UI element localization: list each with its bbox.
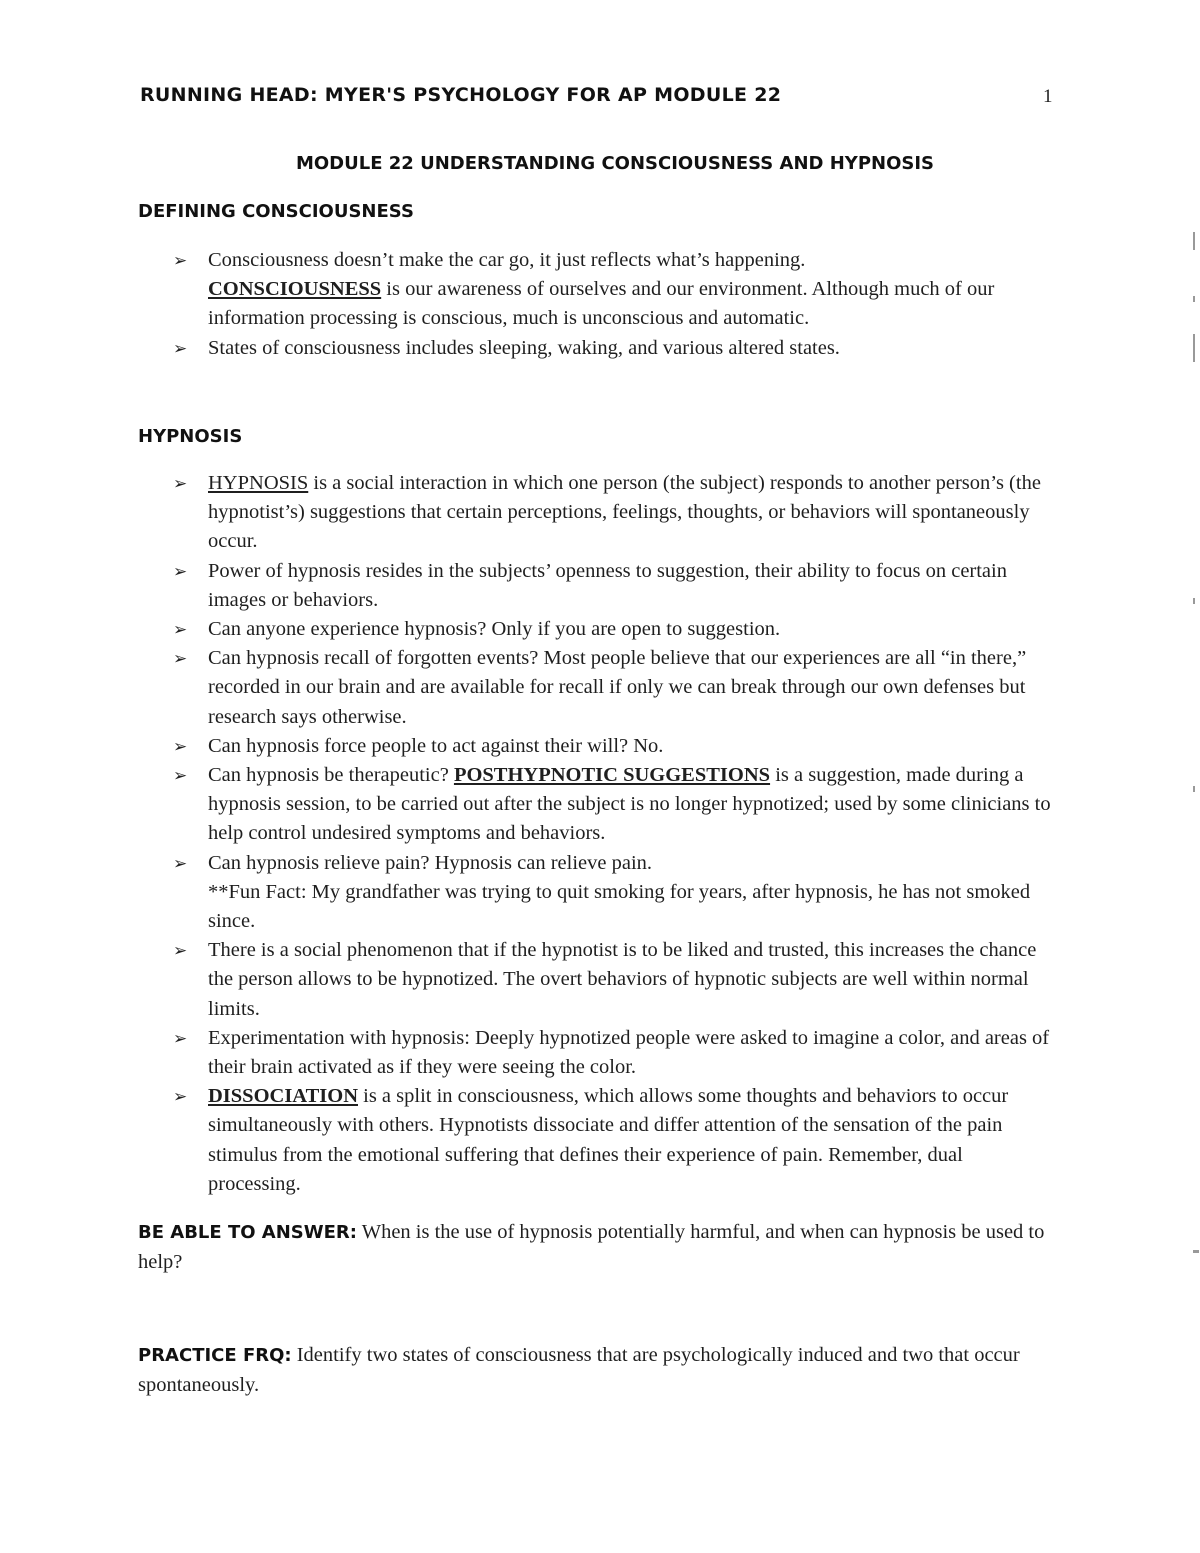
margin-mark [1193, 232, 1195, 250]
frq-label: PRACTICE FRQ: [138, 1345, 292, 1366]
list-item: ➢ Can hypnosis force people to act against their will? No. [0, 732, 1200, 761]
arrow-bullet-icon: ➢ [173, 620, 188, 640]
arrow-bullet-icon: ➢ [173, 853, 188, 873]
practice-frq [138, 1341, 1058, 1400]
hypnosis-bullet-list [0, 469, 1200, 1199]
margin-mark [1193, 296, 1195, 302]
arrow-bullet-icon: ➢ [173, 1028, 188, 1048]
term-hypnosis: HYPNOSIS [208, 472, 309, 494]
page-number: 1 [1043, 86, 1053, 107]
arrow-bullet-icon: ➢ [173, 941, 188, 961]
list-item: ➢ Power of hypnosis resides in the subjects’ openness to suggestion, their ability to focus on certain images or behaviors. [0, 557, 1200, 615]
term-posthypnotic-suggestions: POSTHYPNOTIC SUGGESTIONS [453, 764, 771, 787]
list-item: ➢ Experimentation with hypnosis: Deeply hypnotized people were asked to imagine a color, and areas of their brain activated as if they were seeing the color. [0, 1024, 1200, 1082]
section-heading-hypnosis: HYPNOSIS [138, 426, 243, 447]
list-item: ➢ DISSOCIATION is a split in consciousness, which allows some thoughts and behaviors to occur simultaneously with others. Hypnotists dissociate and differ attention of the sensation of the pain stimulus from the emotional suffering that defines their experience of pain. Remember, dual processing. [0, 1082, 1200, 1199]
arrow-bullet-icon: ➢ [173, 561, 188, 581]
arrow-bullet-icon: ➢ [173, 766, 188, 786]
arrow-bullet-icon: ➢ [173, 736, 188, 756]
section-heading-consciousness: DEFINING CONSCIOUSNESS [138, 201, 414, 222]
list-item: ➢ Can hypnosis be therapeutic? POSTHYPNOTIC SUGGESTIONS is a suggestion, made during a hypnosis session, to be carried out after the subject is no longer hypnotized; used by some clinicians to help control undesired symptoms and behaviors. [0, 761, 1200, 849]
consciousness-bullet-list [0, 246, 1200, 363]
be-able-label: BE ABLE TO ANSWER: [138, 1222, 357, 1243]
frq-text: Identify two states of consciousness that are psychologically induced and two that occur spontaneously. [138, 1344, 1020, 1396]
arrow-bullet-icon: ➢ [173, 251, 188, 270]
term-consciousness: CONSCIOUSNESS [208, 278, 382, 301]
arrow-bullet-icon: ➢ [173, 1087, 188, 1107]
margin-mark [1193, 598, 1195, 604]
list-item: ➢ HYPNOSIS is a social interaction in which one person (the subject) responds to another person’s (the hypnotist’s) suggestions that certain perceptions, feelings, thoughts, or behaviors will spontaneously occur. [0, 469, 1200, 557]
list-item: ➢ States of consciousness includes sleeping, waking, and various altered states. [0, 334, 1200, 363]
be-able-text: When is the use of hypnosis potentially harmful, and when can hypnosis be used to help? [138, 1221, 1045, 1273]
module-title-text: MODULE 22 UNDERSTANDING CONSCIOUSNESS AND HYPNOSIS [295, 153, 935, 174]
term-dissociation: DISSOCIATION [208, 1085, 358, 1108]
running-head: RUNNING HEAD: MYER'S PSYCHOLOGY FOR AP MODULE 22 [140, 84, 782, 106]
list-item: ➢ There is a social phenomenon that if the hypnotist is to be liked and trusted, this increases the chance the person allows to be hypnotized. The overt behaviors of hypnotic subjects are well within normal limits. [0, 936, 1200, 1024]
arrow-bullet-icon: ➢ [173, 649, 188, 669]
be-able-to-answer [138, 1218, 1058, 1277]
list-item: ➢ Consciousness doesn’t make the car go, it just reflects what’s happening. CONSCIOUSNESS is our awareness of ourselves and our environment. Although much of our information processing is conscious, much is unconscious and automatic. [0, 246, 1200, 334]
arrow-bullet-icon: ➢ [173, 474, 188, 493]
module-title [0, 153, 1200, 174]
list-item: ➢ Can hypnosis relieve pain? Hypnosis can relieve pain. **Fun Fact: My grandfather was trying to quit smoking for years, after hypnosis, he has not smoked since. [0, 849, 1200, 937]
list-item: ➢ Can anyone experience hypnosis? Only if you are open to suggestion. [0, 615, 1200, 644]
arrow-bullet-icon: ➢ [173, 338, 188, 358]
list-item: ➢ Can hypnosis recall of forgotten events? Most people believe that our experiences are all “in there,” recorded in our brain and are available for recall if only we can break through our own defenses but research says otherwise. [0, 644, 1200, 732]
fun-fact: **Fun Fact: My grandfather was trying to quit smoking for years, after hypnosis, he has not smoked since. [208, 880, 1031, 933]
margin-mark [1193, 786, 1195, 792]
margin-mark [1193, 334, 1195, 362]
margin-mark [1193, 1250, 1199, 1253]
